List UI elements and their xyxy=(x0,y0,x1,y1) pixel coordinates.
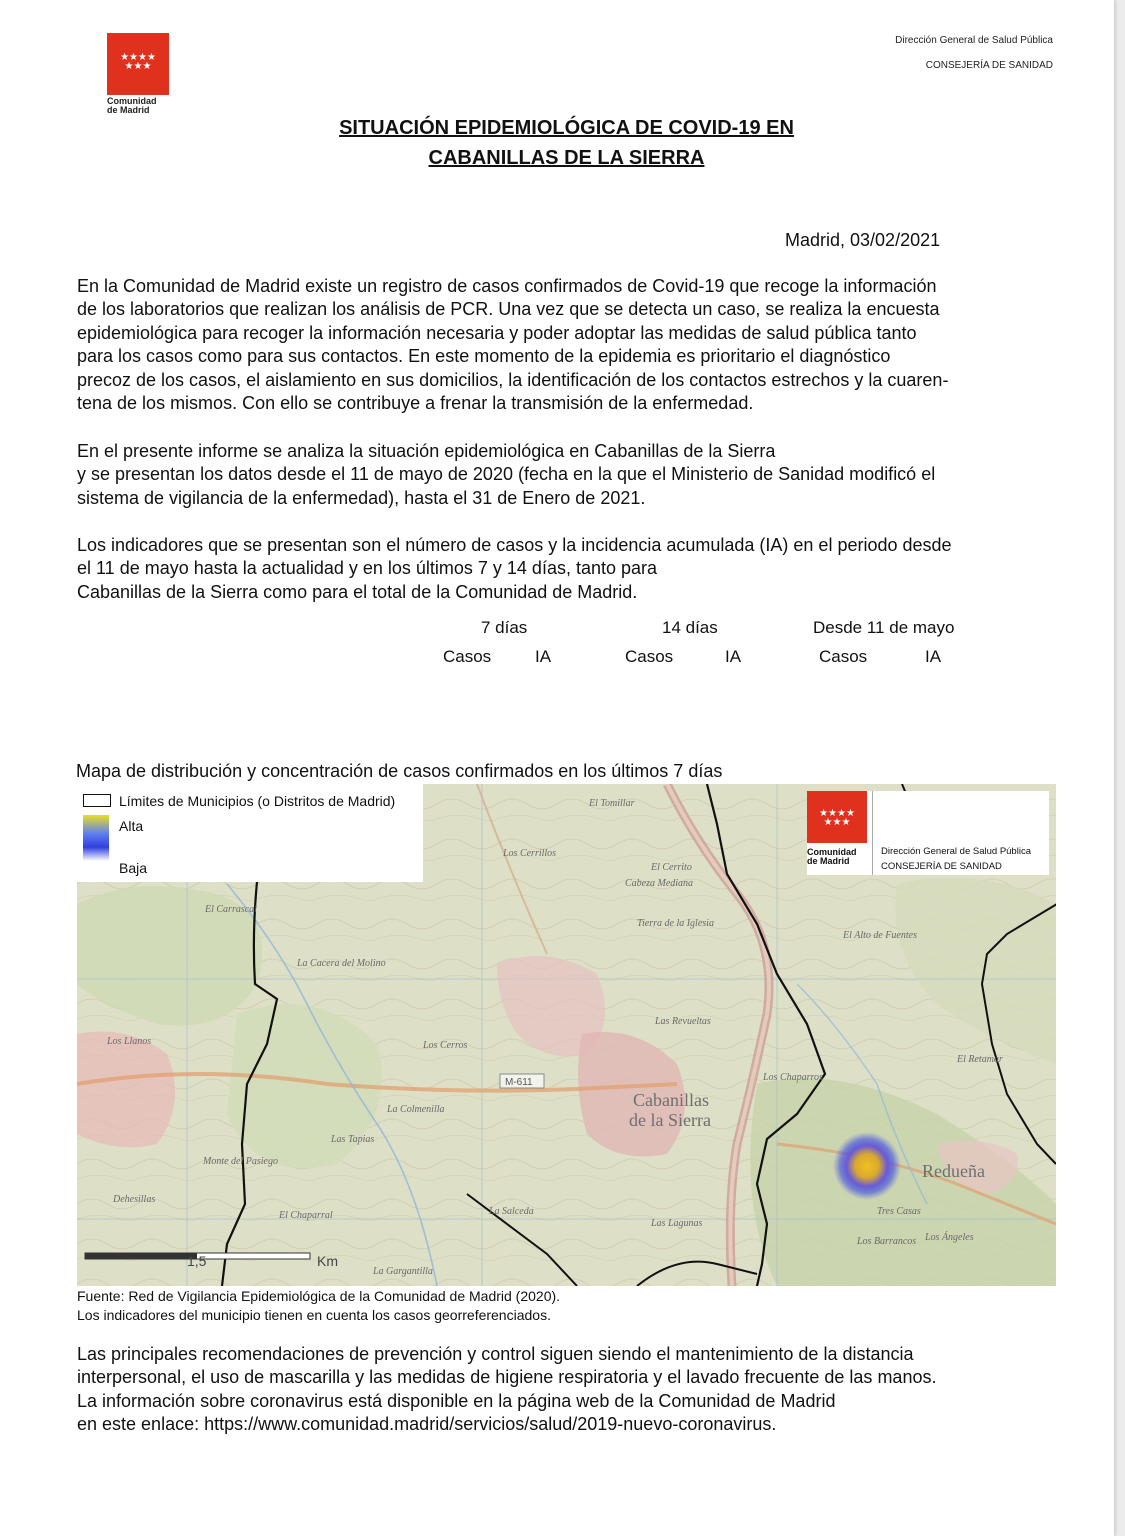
case-hotspot xyxy=(833,1132,901,1200)
logo-flag-icon: ★★★★ ★★★ xyxy=(107,33,169,95)
table-subheader: IA xyxy=(925,647,942,666)
text-line: Cabanillas de la Sierra como para el total de la Comunidad de Madrid. xyxy=(77,581,638,602)
dept-line-2: CONSEJERÍA DE SANIDAD xyxy=(925,60,1053,71)
map-label: Los Cerros xyxy=(423,1040,468,1051)
legend-boundary-label: Límites de Municipios (o Distritos de Madrid) xyxy=(119,793,396,809)
map-label: El Chaparral xyxy=(279,1210,333,1221)
map-label: Cabeza Mediana xyxy=(625,878,694,889)
logo-text-1: Comunidad xyxy=(107,96,157,106)
text-line: sistema de vigilancia de la enfermedad), hasta el 31 de Enero de 2021. xyxy=(77,487,646,508)
map-label: Monte del Pasiego xyxy=(203,1156,278,1167)
map-label: El Tomillar xyxy=(589,798,635,809)
map-label: Dehesillas xyxy=(113,1194,156,1205)
map-logo-box xyxy=(807,791,1049,875)
comunidad-madrid-logo xyxy=(107,33,171,119)
map-label: Las Tapias xyxy=(331,1134,375,1145)
paragraph-indicators xyxy=(77,534,1077,604)
text-line: En la Comunidad de Madrid existe un registro de casos confirmados de Covid-19 que recoge la información xyxy=(77,276,937,296)
map-place-cabanillas: de la Sierra xyxy=(629,1110,711,1130)
text-line: La información sobre coronavirus está disponible en la página web de la Comunidad de Madrid xyxy=(77,1390,836,1411)
text-line: interpersonal, el uso de mascarilla y las medidas de higiene respiratoria y el lavado frecuente de las manos. xyxy=(77,1367,937,1388)
text-line: precoz de los casos, el aislamiento en sus domicilios, la identificación de los contactos estrechos y la cuaren- xyxy=(77,369,949,390)
map-label: Los Cerrillos xyxy=(503,848,557,859)
map-label: Los Ángeles xyxy=(925,1232,974,1243)
map-road-label: M-611 xyxy=(505,1077,533,1088)
text-line: tena de los mismos. Con ello se contribuye a frenar la transmisión de la enfermedad. xyxy=(77,393,754,414)
map-label: Las Revueltas xyxy=(655,1016,711,1027)
map-scale-value: 1,5 xyxy=(187,1253,207,1269)
legend-low-label: Baja xyxy=(119,860,148,876)
map-label: La Gargantilla xyxy=(373,1266,433,1277)
table-subheader: Casos xyxy=(625,647,674,666)
map-label: La Salceda xyxy=(489,1206,534,1217)
report-date: Madrid, 03/02/2021 xyxy=(785,230,941,250)
table-subheader: IA xyxy=(725,647,742,666)
map-label: Tierra de la Iglesia xyxy=(637,918,714,929)
map-label: El Retamar xyxy=(957,1054,1003,1065)
map-legend xyxy=(77,784,423,882)
map-scale-unit: Km xyxy=(317,1253,338,1269)
map-logo-divider xyxy=(872,791,873,875)
map-logo-flag-icon: ★★★★ ★★★ xyxy=(807,791,867,843)
map-place-reduena: Redueña xyxy=(922,1161,985,1181)
table-subheader: IA xyxy=(535,647,552,666)
text-line: Los indicadores que se presentan son el número de casos y la incidencia acumulada (IA) en el periodo desde xyxy=(77,535,952,555)
paragraph-recommendations xyxy=(77,1343,1077,1437)
text-line: para los casos como para sus contactos. En este momento de la epidemia es prioritario el diagnóstico xyxy=(77,346,891,367)
table-subheader: Casos xyxy=(819,647,868,666)
density-scale-icon xyxy=(83,815,109,861)
title-line-1: SITUACIÓN EPIDEMIOLÓGICA DE COVID-19 EN xyxy=(339,117,794,139)
dept-line-1: Dirección General de Salud Pública xyxy=(895,35,1053,46)
map-logo-text-2: de Madrid xyxy=(807,856,850,866)
map-label: El Cerrito xyxy=(651,862,692,873)
map-label: Los Chaparros xyxy=(763,1072,823,1083)
map-label: Las Lagunas xyxy=(651,1218,703,1229)
text-line: en este enlace: https://www.comunidad.madrid/servicios/salud/2019-nuevo-coronavirus. xyxy=(77,1414,777,1435)
map-label: Tres Casas xyxy=(877,1206,921,1217)
map-caption: Mapa de distribución y concentración de casos confirmados en los últimos 7 días xyxy=(76,761,723,781)
map-label: Los Llanos xyxy=(107,1036,152,1047)
map-logo-text-1: Comunidad xyxy=(807,847,857,857)
map-label: La Cacera del Molino xyxy=(297,958,386,969)
text-line: el 11 de mayo hasta la actualidad y en los últimos 7 y 14 días, tanto para xyxy=(77,558,658,579)
map-label: El Alto de Fuentes xyxy=(843,930,917,941)
text-line: Las principales recomendaciones de prevención y control siguen siendo el mantenimiento de la distancia xyxy=(77,1344,914,1364)
text-line: y se presentan los datos desde el 11 de mayo de 2020 (fecha en la que el Ministerio de Sanidad modificó el xyxy=(77,464,936,485)
title-line-2: CABANILLAS DE LA SIERRA xyxy=(428,147,705,169)
table-subheader: Casos xyxy=(443,647,492,666)
map-logo-dept-1: Dirección General de Salud Pública xyxy=(881,846,1031,857)
map-label: El Carrascal xyxy=(205,904,257,915)
map-place-cabanillas: Cabanillas xyxy=(633,1090,709,1110)
paragraph-intro xyxy=(77,275,1077,415)
table-group-header: Desde 11 de mayo xyxy=(813,618,955,637)
source-line-2: Los indicadores del municipio tienen en cuenta los casos georreferenciados. xyxy=(77,1307,551,1323)
paragraph-scope xyxy=(77,440,1077,510)
boundary-swatch-icon xyxy=(83,794,111,807)
text-line: de los laboratorios que realizan los análisis de PCR. Una vez que se detecta un caso, se realiza la encuesta xyxy=(77,299,940,320)
map-label: Los Barrancos xyxy=(857,1236,917,1247)
logo-text-2: de Madrid xyxy=(107,105,150,115)
source-line-1: Fuente: Red de Vigilancia Epidemiológica de la Comunidad de Madrid (2020). xyxy=(77,1288,561,1304)
table-group-header: 14 días xyxy=(662,618,718,637)
map-logo-dept-2: CONSEJERÍA DE SANIDAD xyxy=(881,861,1002,872)
text-line: epidemiológica para recoger la información necesaria y poder adoptar las medidas de salud pública tanto xyxy=(77,322,917,343)
legend-high-label: Alta xyxy=(119,818,144,834)
table-group-header: 7 días xyxy=(481,618,528,637)
map-label: La Colmenilla xyxy=(387,1104,445,1115)
text-line: En el presente informe se analiza la situación epidemiológica en Cabanillas de la Sierra xyxy=(77,441,776,461)
